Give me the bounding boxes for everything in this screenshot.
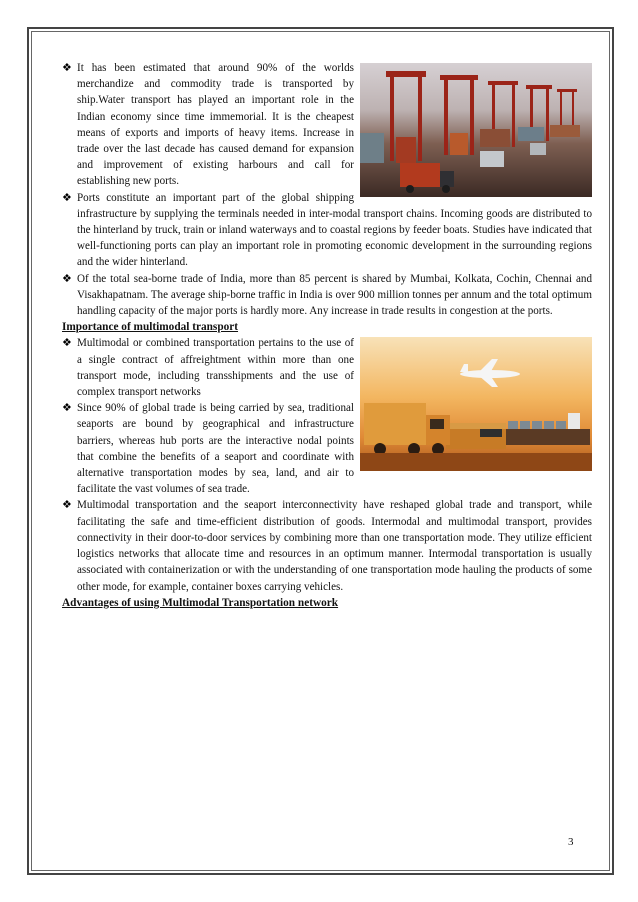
diamond-bullet-icon: ❖	[62, 61, 72, 74]
list-item	[62, 400, 592, 497]
diamond-bullet-icon: ❖	[62, 336, 72, 350]
section-heading: Importance of multimodal transport	[62, 321, 239, 334]
list-item	[62, 60, 592, 190]
list-item	[62, 190, 592, 271]
diamond-bullet-icon: ❖	[62, 401, 72, 415]
page-number: 3	[568, 836, 574, 848]
list-item	[62, 497, 592, 594]
diamond-bullet-icon: ❖	[62, 190, 72, 204]
list-item	[62, 271, 592, 320]
diamond-bullet-icon: ❖	[62, 271, 72, 285]
paragraph-text: Since 90% of global trade is being carried by sea, traditional seaports are bound by geographical and infrastructure barriers, whereas hub ports are the interactive nodal points that combine the benefits of a seaport and coordinate with alternative transportation modes by sea, land, and air to facilitate the vast volumes of sea trade.	[77, 402, 354, 496]
paragraph-text: Multimodal transportation and the seaport interconnectivity have reshaped global trade and transport, while facilitating the safe and time-efficient distribution of goods. Intermodal and multimodal transport, provides connectivity in their door-to-door services by combining more than one transportation mode. They utilize efficient logistics networks that allocate time and resources in an optimum manner. Intermodal transportation is usually associated with containerization or with the understanding of one transportation mode hauling the products of some other mode, for example, container boxes carrying vehicles.	[77, 499, 592, 593]
section-heading: Advantages of using Multimodal Transportation network	[62, 596, 339, 609]
paragraph-text: Of the total sea-borne trade of India, more than 85 percent is shared by Mumbai, Kolkata, Cochin, Chennai and Visakhapatnam. The average ship-borne traffic in India is over 900 million tonnes per annum and the total optimum handling capacity of the major ports is hardly more. Any increase in trade results in congestion at the ports.	[77, 272, 592, 318]
page-content	[62, 60, 592, 611]
paragraph-text: Ports constitute an important part of the global shipping infrastructure by supplying the terminals needed in inter-modal transport chains. Incoming goods are distributed to the hinterland by truck, train or inland waterways and to coastal regions by feeder boats. Studies have indicated that well-functioning ports can play an important role in promoting economic development in the surrounding regions and the wider hinterland.	[77, 191, 592, 269]
paragraph-text: Multimodal or combined transportation pertains to the use of a single contract of affreightment within more than one transport mode, including transshipments and the use of complex transport networks	[77, 337, 354, 399]
diamond-bullet-icon: ❖	[62, 498, 72, 512]
paragraph-text: It has been estimated that around 90% of the worlds merchandize and commodity trade is transported by ship.Water transport has played an important role in the Indian economy since time immemorial. It is the cheapest means of exports and imports of heavy items. Increase in trade over the last decade has caused demand for expansion and improvement of existing harbours and call for establishing new ports.	[77, 62, 354, 188]
list-item	[62, 335, 592, 400]
